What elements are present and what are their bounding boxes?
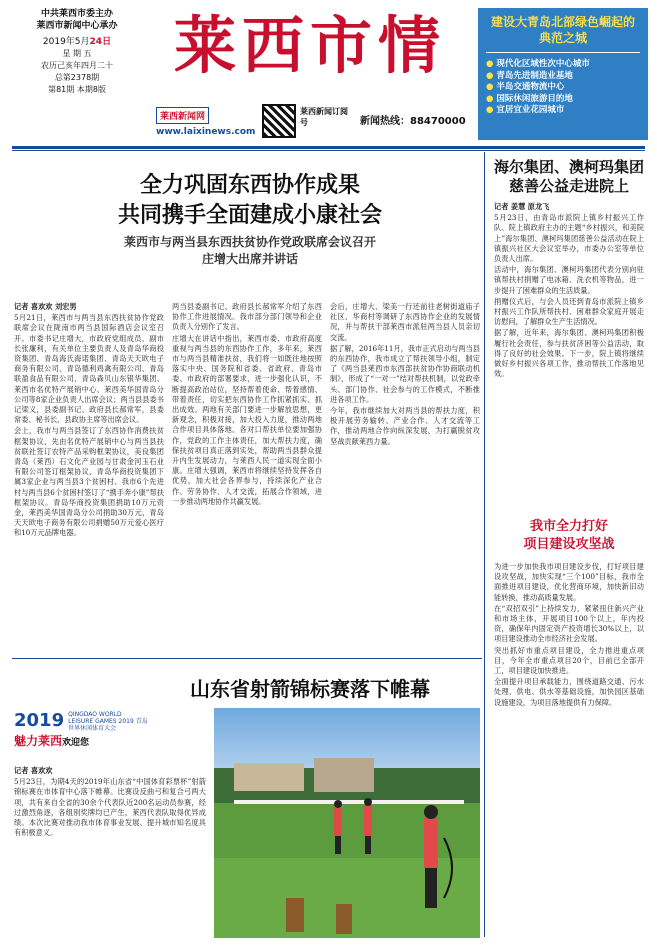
- welcome-slogan: 魅力莱西欢迎您: [14, 734, 90, 748]
- newspaper-title: 莱西市情: [173, 9, 446, 82]
- wechat-label: 莱西新闻订阅号: [300, 107, 348, 127]
- story-paragraph: 在“双招双引”上持续发力，紧紧扭住新兴产业和市场主体，开展项目100个以上，年内投资，确保年内固定资产投资增长30%以上，以项目建设推动全市经济社会发展。: [494, 603, 644, 644]
- lead-paragraph: 据了解，2016年11月，我市正式启动与两当县的东西协作，我市成立了帮扶领导小组，制定了《两当县莱西市东西部扶贫协作协商联动机制》，形成了“一对一”结对帮扶机制，以党政牵头、部门协作、社会参与的工作模式，不断推进各项工作。: [330, 343, 480, 404]
- masthead-meta: [18, 8, 136, 96]
- lead-column-3: [330, 302, 480, 652]
- qr-code-icon: [262, 104, 296, 138]
- story-paragraph: 全面提升项目承载能力，围绕道路交通、污水处理、供电、供水等基础设施，加快园区基础设施建设，为项目落地提供有力保障。: [494, 677, 644, 707]
- right-story-1-body: [494, 202, 644, 510]
- sport-headline: 山东省射箭锦标赛落下帷幕: [190, 677, 430, 701]
- lead-byline: 记者 喜欢欢 刘宏男: [14, 302, 77, 311]
- right-story-1-byline: 记者 姜慧 原龙飞: [494, 202, 550, 211]
- total-issue: 总第2378期: [54, 73, 100, 82]
- issue-number: 第81期 本期8版: [48, 85, 106, 94]
- right-story-2-headline: 我市全力打好 项目建设攻坚战: [523, 519, 615, 552]
- logo-year: 2019: [14, 710, 65, 731]
- logo-event: QINGDAO WORLD LEISURE GAMES 2019 青岛世界休闲体育大会: [68, 711, 148, 732]
- column-divider: [484, 152, 485, 937]
- right-story-2-body: [494, 562, 644, 938]
- story-paragraph: 据了解，近年来，海尔集团、澳柯玛集团积极履行社会责任，参与扶贫济困等公益活动，取得了良好的社会效果。下一步，院上镇将继续做好乡村振兴各项工作，推动帮扶工作落地见效。: [494, 328, 644, 379]
- site-url[interactable]: www.laixinews.com: [156, 127, 256, 137]
- archery-photo: [214, 708, 480, 938]
- lead-paragraph: 今年，我市继续加大对两当县的帮扶力度，积极开展劳务输转、产业合作、人才交流等工作，推动两地合作向纵深发展，为打赢脱贫攻坚战贡献莱西力量。: [330, 406, 480, 446]
- lead-headline: 全力巩固东西协作成果 共同携手全面建成小康社会: [117, 172, 382, 228]
- world-leisure-games-logo: [14, 710, 204, 760]
- lead-paragraph: 两当县委副书记、政府县长郝常军介绍了东西协作工作进展情况。我市部分部门领导和企业负责人分别作了发言。: [172, 302, 322, 332]
- story-paragraph: 捐赠仪式后，与会人员还到青岛市派院上镇乡村振兴工作队所帮扶村、困难群众家庭开展走访慰问，了解群众生产生活情况。: [494, 296, 644, 327]
- story-paragraph: 活动中，海尔集团、澳柯玛集团代表分别向驻镇帮扶村捐赠了电冰箱、洗衣机等物品，进一步提升了困难群众的生活质量。: [494, 265, 644, 295]
- story-paragraph: 5月23日，由青岛市派院上镇乡村振兴工作队、院上镇政府主办的主题“乡村振兴，和美院上”海尔集团、澳柯玛集团慈善公益活动在院上镇振兴社区大会议室举办，市委办公室等单位负责人出席。: [494, 213, 644, 264]
- right-story-1-headline: 海尔集团、澳柯玛集团 慈善公益走进院上: [493, 158, 644, 195]
- story-paragraph: 突出抓好市重点项目建设，全力推进重点项目，今年全市重点项目20个，目前已全部开工，项目建设加快推进。: [494, 645, 644, 676]
- sport-byline: 记者 喜欢欢: [14, 766, 53, 775]
- lead-subhead: 莱西市与两当县东西扶贫协作党政联席会议召开 庄增大出席并讲话: [123, 235, 376, 266]
- weekday: 星 期 五: [62, 49, 92, 58]
- sport-paragraph: 5月23日，为期4天的2019年山东省“中国体育彩票杯”射箭锦标赛在市体育中心落下帷幕。比赛设反曲弓和复合弓两大项，共有来自全省的30余个代表队近200名运动员参赛，经过激烈角逐，各组别奖牌均已产生，莱西代表队取得优异成绩。本次比赛对推动我市体育事业发展、提升城市知名度具有积极意义。: [14, 777, 206, 838]
- promo-head: 建设大青岛北部绿色崛起的典范之城: [486, 14, 640, 53]
- promo-item: ● 半岛交通物流中心: [486, 82, 640, 94]
- org-line-2: 莱西市新闻中心承办: [36, 21, 118, 31]
- archery-photo-image: [214, 708, 480, 938]
- promo-item: ● 青岛先进制造业基地: [486, 71, 640, 83]
- lead-paragraph: 庄增大在讲话中指出，莱西市委、市政府高度重视与两当县的东西协作工作，多年来，莱西市与两当县精准扶贫，我们将一如既往地按照落实中央、国务院和省委、省政府、青岛市委、市政府的部署要求，进一步强化认识，不断提高政治站位，坚持帮着使命、帮着感情、带着责任，切实把东西协作工作抓紧抓实、抓出成效。两地有关部门要进一步解放思想，更新观念，积极对接，加大投入力度，推动两地合作项目具体落地。各对口帮扶单位要加强协作，党政的工作主体责任，加大帮扶力度，确保扶贫项目真正落到实处，帮助两当县群众提升内生发展动力，与莱西人民一道实现全面小康。庄增大强调，莱西市将继续坚持发挥各自优势，加大社会各界参与，持续深化产业合作、劳务协作、人才交流，拓展合作领域，进一步推动两地协作共赢发展。: [172, 333, 322, 506]
- promo-item: ● 国际休闲旅游目的地: [486, 94, 640, 106]
- masthead-rule: [12, 146, 645, 149]
- lead-column-1: [14, 302, 164, 652]
- section-rule: [12, 658, 482, 659]
- promo-box: [478, 8, 648, 140]
- news-site[interactable]: [156, 104, 260, 136]
- sport-body: [14, 766, 206, 938]
- lead-paragraph: 会上，我市与两当县签订了东西协作消费扶贫框架协议，先由名优特产展销中心与两当县扶贫联社签订农特产品采购框架协议，美良集团青岛（莱西）石文化产业园与甘肃金河玉石业有限公司签订框架协议，青岛华商投资集团下属3家企业与两当县3个贫困村、我市6个先进村与两当县6个贫困村签订了“携手奔小康”帮扶框架协议。青岛华商投资集团捐助10万元资金，莱西美华国青岛分公司捐助30万元，青岛天天欧电子商务有限公司捐赠50万元爱心医疗和10万元品牌电器。: [14, 426, 164, 538]
- lead-column-2: [172, 302, 322, 652]
- masthead-rule-thin: [12, 150, 645, 151]
- site-logo: 莱西新闻网: [156, 107, 209, 124]
- promo-item: ● 宜居宜业花园城市: [486, 105, 640, 117]
- lead-paragraph: 5月21日，莱西市与两当县东西扶贫协作党政联席会议在陇南市两当县国际酒店会议室召开。市委书记庄增大，市政府党组成员、副市长张廉利，有关单位主要负责人及青岛华商投资集团、青岛海氏海诺集团、青岛天天欧电子商务有限公司、青岛德利鸡禽有限公司、青岛联盈食品有限公司、青岛森贝山东银华集团、莱西市名优特产展销中心、莱西美华国青岛分公司等8家企业负责人出席会议；两当县县委书记梁义，县委副书记、政府县长郝常军，县委常委、秘书长、县政协主席等出席会议。: [14, 313, 164, 425]
- lead-paragraph: 会后，庄增大、梁美一行还前往老树街道庙子社区、华商村等调研了东西协作企业的发展情况，并与帮扶干部莱西市派驻两当县人员亲切交流。: [330, 302, 480, 342]
- issue-date: 2019年5月24日: [42, 37, 112, 47]
- story-paragraph: 为进一步加快我市项目建设步伐，打好项目建设攻坚战，加快实现“三个100”目标，我市全面推进项目建设，优化营商环境，加快新旧动能转换，推动高质量发展。: [494, 562, 644, 602]
- hotline: 新闻热线：88470000: [360, 116, 466, 127]
- org-line-1: 中共莱西市委主办: [40, 9, 113, 19]
- lunar-date: 农历己亥年四月二十: [41, 61, 113, 70]
- promo-item: ● 现代化区域性次中心城市: [486, 59, 640, 71]
